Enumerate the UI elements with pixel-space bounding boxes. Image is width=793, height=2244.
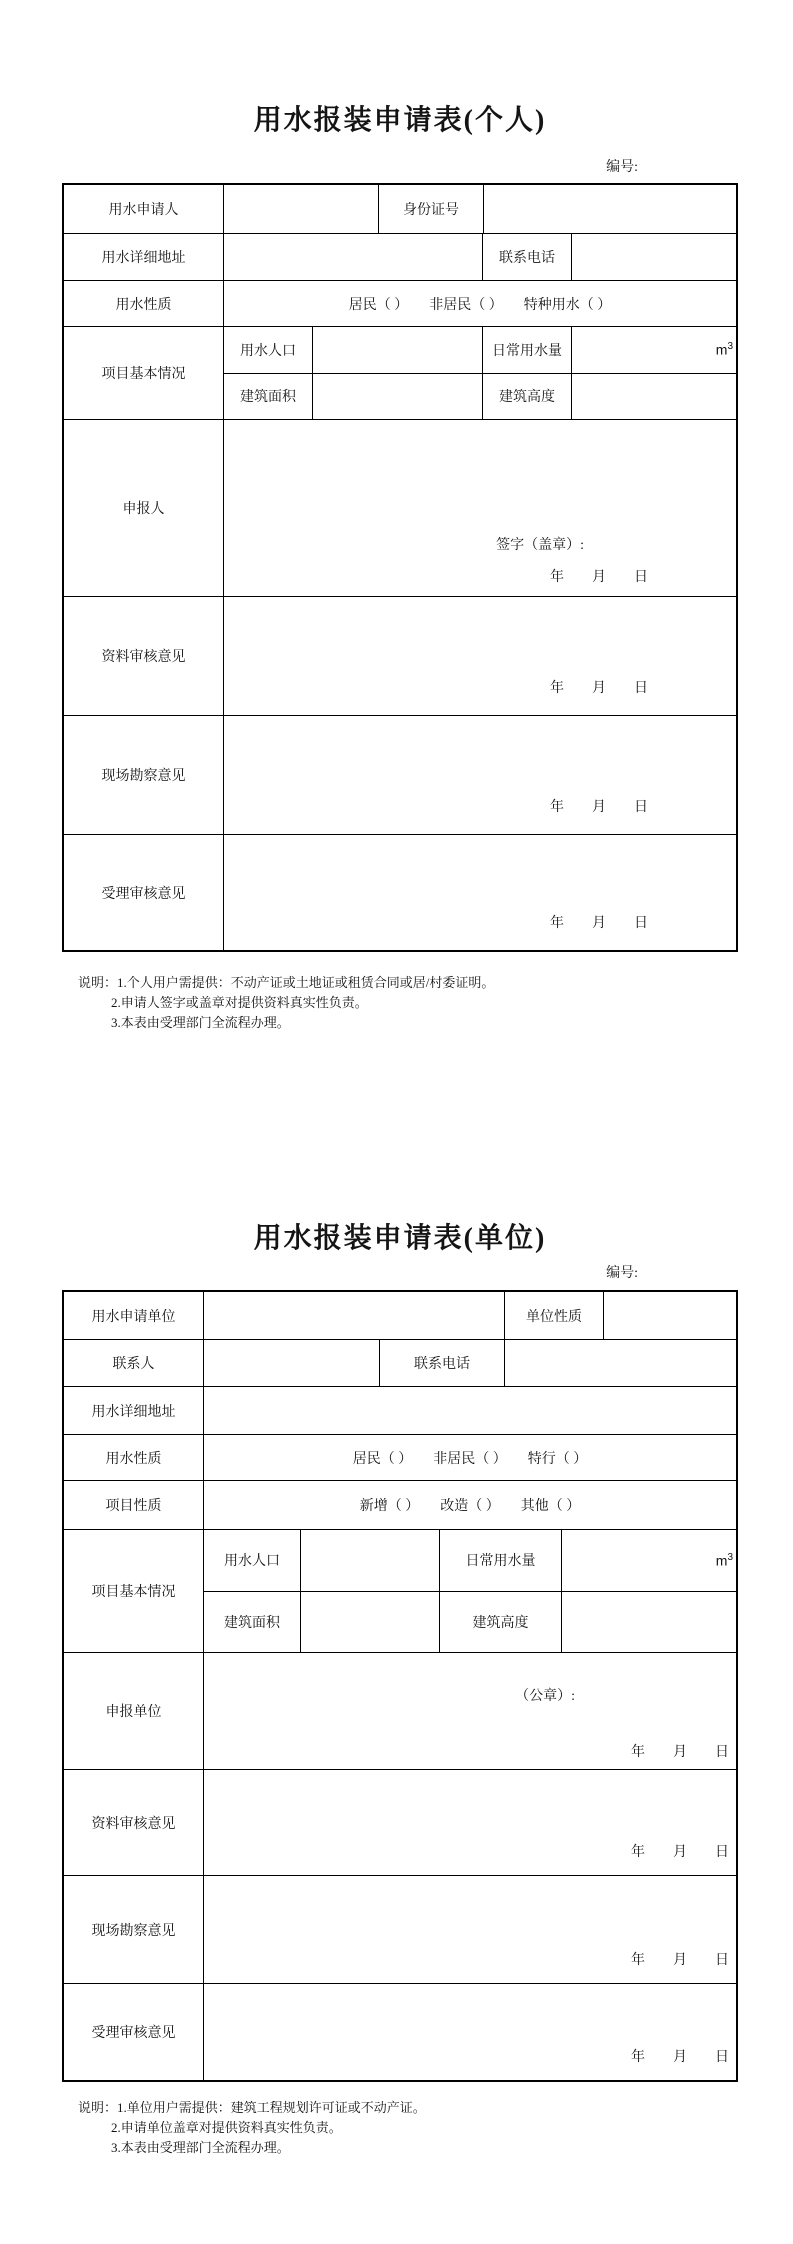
notes-label: 说明： — [78, 975, 118, 990]
building-area-field[interactable] — [313, 374, 483, 420]
date-line: 年 月 日 — [550, 681, 648, 696]
declarant-label: 申报人 — [64, 420, 224, 596]
project-basic-label: 项目基本情况 — [64, 1530, 204, 1652]
date-line: 年 月 日 — [550, 570, 648, 585]
building-height-label: 建筑高度 — [440, 1592, 562, 1653]
material-review-label: 资料审核意见 — [64, 1770, 204, 1875]
material-review-label: 资料审核意见 — [64, 597, 224, 715]
contact-field[interactable] — [204, 1340, 380, 1386]
note-item: 3.本表由受理部门全流程办理。 — [111, 1015, 290, 1030]
phone-label: 联系电话 — [483, 234, 572, 280]
material-review-field[interactable] — [204, 1770, 736, 1875]
form-unit-notes — [78, 2098, 426, 2158]
address-label: 用水详细地址 — [64, 234, 224, 280]
signature-label: 签字（盖章）: — [496, 538, 584, 553]
date-line: 年 月 日 — [631, 1845, 729, 1860]
population-label: 用水人口 — [224, 327, 313, 373]
building-height-field[interactable] — [562, 1592, 736, 1653]
project-nature-label: 项目性质 — [64, 1481, 204, 1529]
table-row — [64, 1770, 736, 1876]
table-row — [64, 234, 736, 281]
form-individual-title: 用水报装申请表(个人) — [253, 105, 547, 136]
table-row — [64, 597, 736, 716]
date-line: 年 月 日 — [631, 1745, 729, 1760]
water-nature-options[interactable]: 居民（ ） 非居民（ ） 特种用水（ ） — [348, 297, 612, 313]
table-row — [64, 327, 736, 420]
building-area-field[interactable] — [301, 1592, 440, 1653]
table-row — [64, 1876, 736, 1984]
material-review-field[interactable] — [224, 597, 736, 715]
note-item: 1.单位用户需提供：建筑工程规划许可证或不动产证。 — [117, 2100, 426, 2115]
applicant-unit-label: 用水申请单位 — [64, 1292, 204, 1339]
note-item: 3.本表由受理部门全流程办理。 — [111, 2140, 290, 2155]
building-height-field[interactable] — [572, 374, 736, 420]
project-nature-options[interactable]: 新增（ ） 改造（ ） 其他（ ） — [359, 1499, 581, 1514]
address-label: 用水详细地址 — [64, 1387, 204, 1434]
phone-label: 联系电话 — [380, 1340, 505, 1386]
building-area-label: 建筑面积 — [224, 374, 313, 420]
form-individual-serial-label: 编号: — [606, 160, 638, 175]
site-review-label: 现场勘察意见 — [64, 716, 224, 834]
contact-label: 联系人 — [64, 1340, 204, 1386]
id-number-field[interactable] — [484, 185, 736, 233]
declarant-field[interactable] — [224, 420, 736, 596]
cubic-meter-unit: $m^3$ — [715, 1551, 733, 1569]
daily-usage-label: 日常用水量 — [440, 1530, 562, 1591]
applicant-unit-field[interactable] — [204, 1292, 505, 1339]
table-subrow — [204, 1530, 736, 1592]
acceptance-review-field[interactable] — [204, 1984, 736, 2080]
acceptance-review-label: 受理审核意见 — [64, 1984, 204, 2080]
cubic-meter-unit: $m^3$ — [715, 341, 733, 359]
table-subrow — [224, 374, 736, 420]
water-nature-label: 用水性质 — [64, 281, 224, 326]
form-unit-title: 用水报装申请表(单位) — [253, 1223, 547, 1254]
date-line: 年 月 日 — [550, 800, 648, 815]
table-row — [64, 1481, 736, 1530]
date-line: 年 月 日 — [550, 916, 648, 931]
note-item: 2.申请单位盖章对提供资料真实性负责。 — [111, 2120, 342, 2135]
address-field[interactable] — [204, 1387, 736, 1434]
declarant-unit-field[interactable] — [204, 1653, 736, 1769]
table-row — [64, 1530, 736, 1653]
phone-field[interactable] — [572, 234, 736, 280]
table-row — [64, 1292, 736, 1340]
unit-nature-field[interactable] — [604, 1292, 736, 1339]
seal-label: （公章）: — [515, 1689, 575, 1704]
table-row — [64, 1984, 736, 2080]
water-nature-options[interactable]: 居民（ ） 非居民（ ） 特行（ ） — [352, 1451, 588, 1467]
form-individual-table — [62, 183, 738, 952]
project-basic-label: 项目基本情况 — [64, 327, 224, 419]
water-nature-label: 用水性质 — [64, 1435, 204, 1480]
unit-nature-label: 单位性质 — [505, 1292, 604, 1339]
phone-field[interactable] — [505, 1340, 736, 1386]
table-row — [64, 835, 736, 950]
acceptance-review-field[interactable] — [224, 835, 736, 950]
table-row — [64, 1387, 736, 1435]
form-unit-table — [62, 1290, 738, 2082]
table-row — [64, 1653, 736, 1770]
daily-usage-label: 日常用水量 — [483, 327, 572, 373]
population-field[interactable] — [313, 327, 483, 373]
building-area-label: 建筑面积 — [204, 1592, 301, 1653]
form-unit-serial-label: 编号: — [606, 1266, 638, 1281]
date-line: 年 月 日 — [631, 2050, 729, 2065]
site-review-field[interactable] — [224, 716, 736, 834]
table-row — [64, 1435, 736, 1481]
population-field[interactable] — [301, 1530, 440, 1591]
address-field[interactable] — [224, 234, 483, 280]
daily-usage-field[interactable] — [572, 327, 736, 373]
population-label: 用水人口 — [204, 1530, 301, 1591]
applicant-field[interactable] — [224, 185, 379, 233]
table-row — [64, 420, 736, 597]
acceptance-review-label: 受理审核意见 — [64, 835, 224, 950]
building-height-label: 建筑高度 — [483, 374, 572, 420]
id-number-label: 身份证号 — [379, 185, 484, 233]
form-individual-notes — [78, 973, 494, 1033]
site-review-label: 现场勘察意见 — [64, 1876, 204, 1983]
site-review-field[interactable] — [204, 1876, 736, 1983]
daily-usage-field[interactable] — [562, 1530, 736, 1591]
date-line: 年 月 日 — [631, 1953, 729, 1968]
note-item: 1.个人用户需提供：不动产证或土地证或租赁合同或居/村委证明。 — [117, 975, 495, 990]
note-item: 2.申请人签字或盖章对提供资料真实性负责。 — [111, 995, 368, 1010]
table-row — [64, 1340, 736, 1387]
notes-label: 说明： — [78, 2100, 118, 2115]
table-row — [64, 185, 736, 234]
table-subrow — [224, 327, 736, 374]
declarant-unit-label: 申报单位 — [64, 1653, 204, 1769]
table-row — [64, 716, 736, 835]
table-row — [64, 281, 736, 327]
table-subrow — [204, 1592, 736, 1653]
applicant-label: 用水申请人 — [64, 185, 224, 233]
